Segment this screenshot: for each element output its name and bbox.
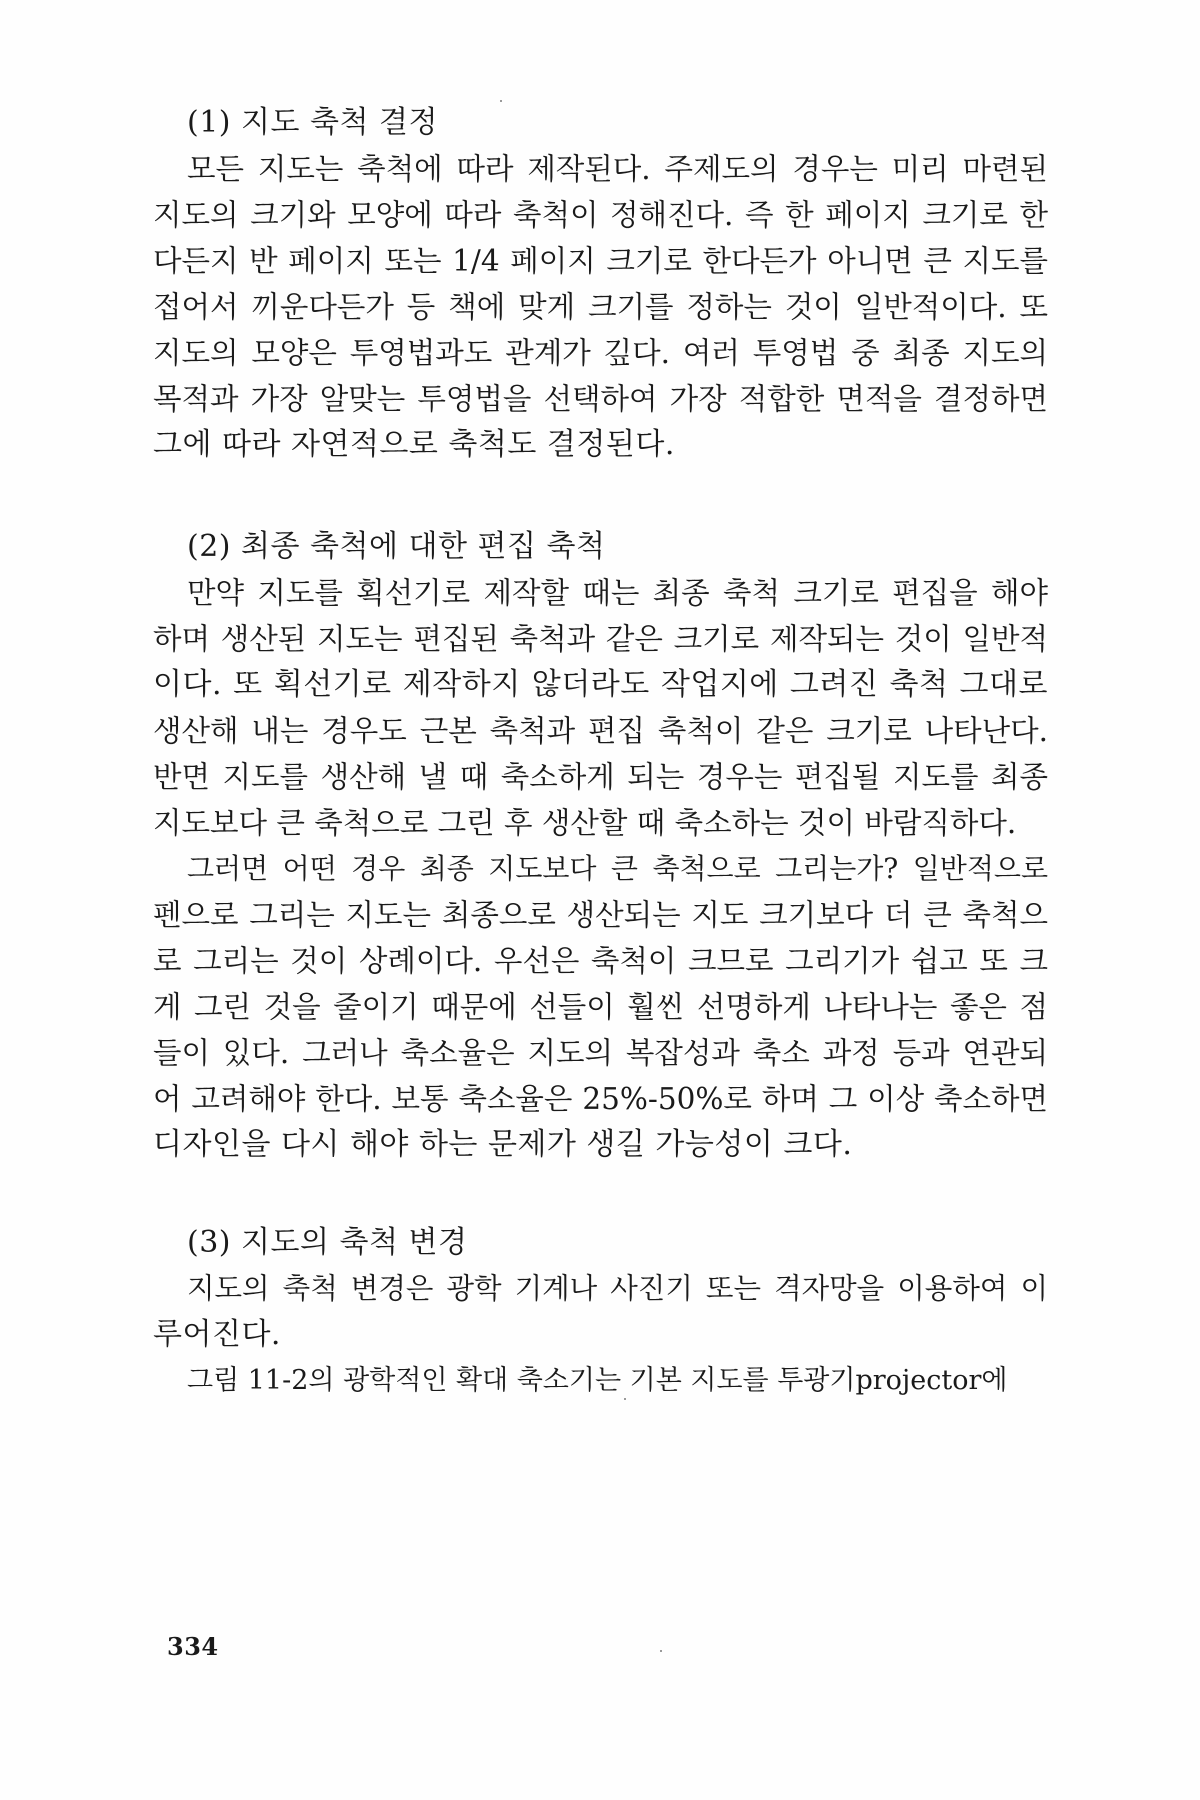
text-line: 로 그리는 것이 상례이다. 우선은 축척이 크므로 그리기가 쉽고 또 크 [153,944,1048,978]
page-number: 334 [167,1632,219,1661]
text-line: 만약 지도를 획선기로 제작할 때는 최종 축척 크기로 편집을 해야 [187,576,1048,610]
text-column [153,100,1048,1404]
text-line: 다든지 반 페이지 또는 1/4 페이지 크기로 한다든가 아니면 큰 지도를 [153,244,1048,278]
text-line: 그림 11-2의 광학적인 확대 축소기는 기본 지도를 투광기projector에 [187,1365,1008,1396]
text-line: 게 그린 것을 줄이기 때문에 선들이 훨씬 선명하게 나타나는 좋은 점 [153,990,1048,1024]
text-line: 반면 지도를 생산해 낼 때 축소하게 되는 경우는 편집될 지도를 최종 [153,760,1048,794]
scan-speck [660,1650,662,1652]
text-line: 펜으로 그리는 지도는 최종으로 생산되는 지도 크기보다 더 큰 축척으 [153,898,1048,932]
section-spacer [153,1168,1048,1220]
section-2-paragraph-1 [153,570,1048,846]
text-line: 그러면 어떤 경우 최종 지도보다 큰 축척으로 그리는가? 일반적으로 [187,852,1048,885]
text-line: 그에 따라 자연적으로 축척도 결정된다. [153,427,675,462]
text-line: 지도의 크기와 모양에 따라 축척이 정해진다. 즉 한 페이지 크기로 한 [153,198,1048,232]
text-line: 모든 지도는 축척에 따라 제작된다. 주제도의 경우는 미리 마련된 [187,152,1048,186]
text-line: 목적과 가장 알맞는 투영법을 선택하여 가장 적합한 면적을 결정하면 [153,382,1048,416]
text-line: 들이 있다. 그러나 축소율은 지도의 복잡성과 축소 과정 등과 연관되 [153,1036,1048,1070]
section-3-paragraph-1 [153,1266,1048,1358]
section-3-paragraph-2 [153,1358,1048,1404]
section-3-heading: (3) 지도의 축척 변경 [187,1225,468,1260]
scan-speck [500,100,502,102]
scan-speck [624,1398,626,1400]
text-line: 디자인을 다시 해야 하는 문제가 생길 가능성이 크다. [153,1127,853,1162]
text-line: 이다. 또 획선기로 제작하지 않더라도 작업지에 그려진 축척 그대로 [153,667,1048,702]
section-2-heading: (2) 최종 축척에 대한 편집 축척 [187,529,606,564]
text-line: 하며 생산된 지도는 편집된 축척과 같은 크기로 제작되는 것이 일반적 [153,622,1048,656]
section-spacer [153,468,1048,524]
text-line: 지도의 축척 변경은 광학 기계나 사진기 또는 격자망을 이용하여 이 [187,1272,1048,1305]
text-line: 어 고려해야 한다. 보통 축소율은 25%-50%로 하며 그 이상 축소하면 [153,1082,1048,1116]
text-line: 루어진다. [153,1317,281,1352]
text-line: 지도보다 큰 축척으로 그린 후 생산할 때 축소하는 것이 바람직하다. [153,806,1017,840]
text-line: 생산해 내는 경우도 근본 축척과 편집 축척이 같은 크기로 나타난다. [153,714,1048,748]
section-1-heading: (1) 지도 축척 결정 [187,105,438,140]
section-2-paragraph-2 [153,846,1048,1168]
text-line: 지도의 모양은 투영법과도 관계가 깊다. 여러 투영법 중 최종 지도의 [153,336,1048,370]
text-line: 접어서 끼운다든가 등 책에 맞게 크기를 정하는 것이 일반적이다. 또 [153,290,1048,324]
section-1-paragraph-1 [153,146,1048,468]
